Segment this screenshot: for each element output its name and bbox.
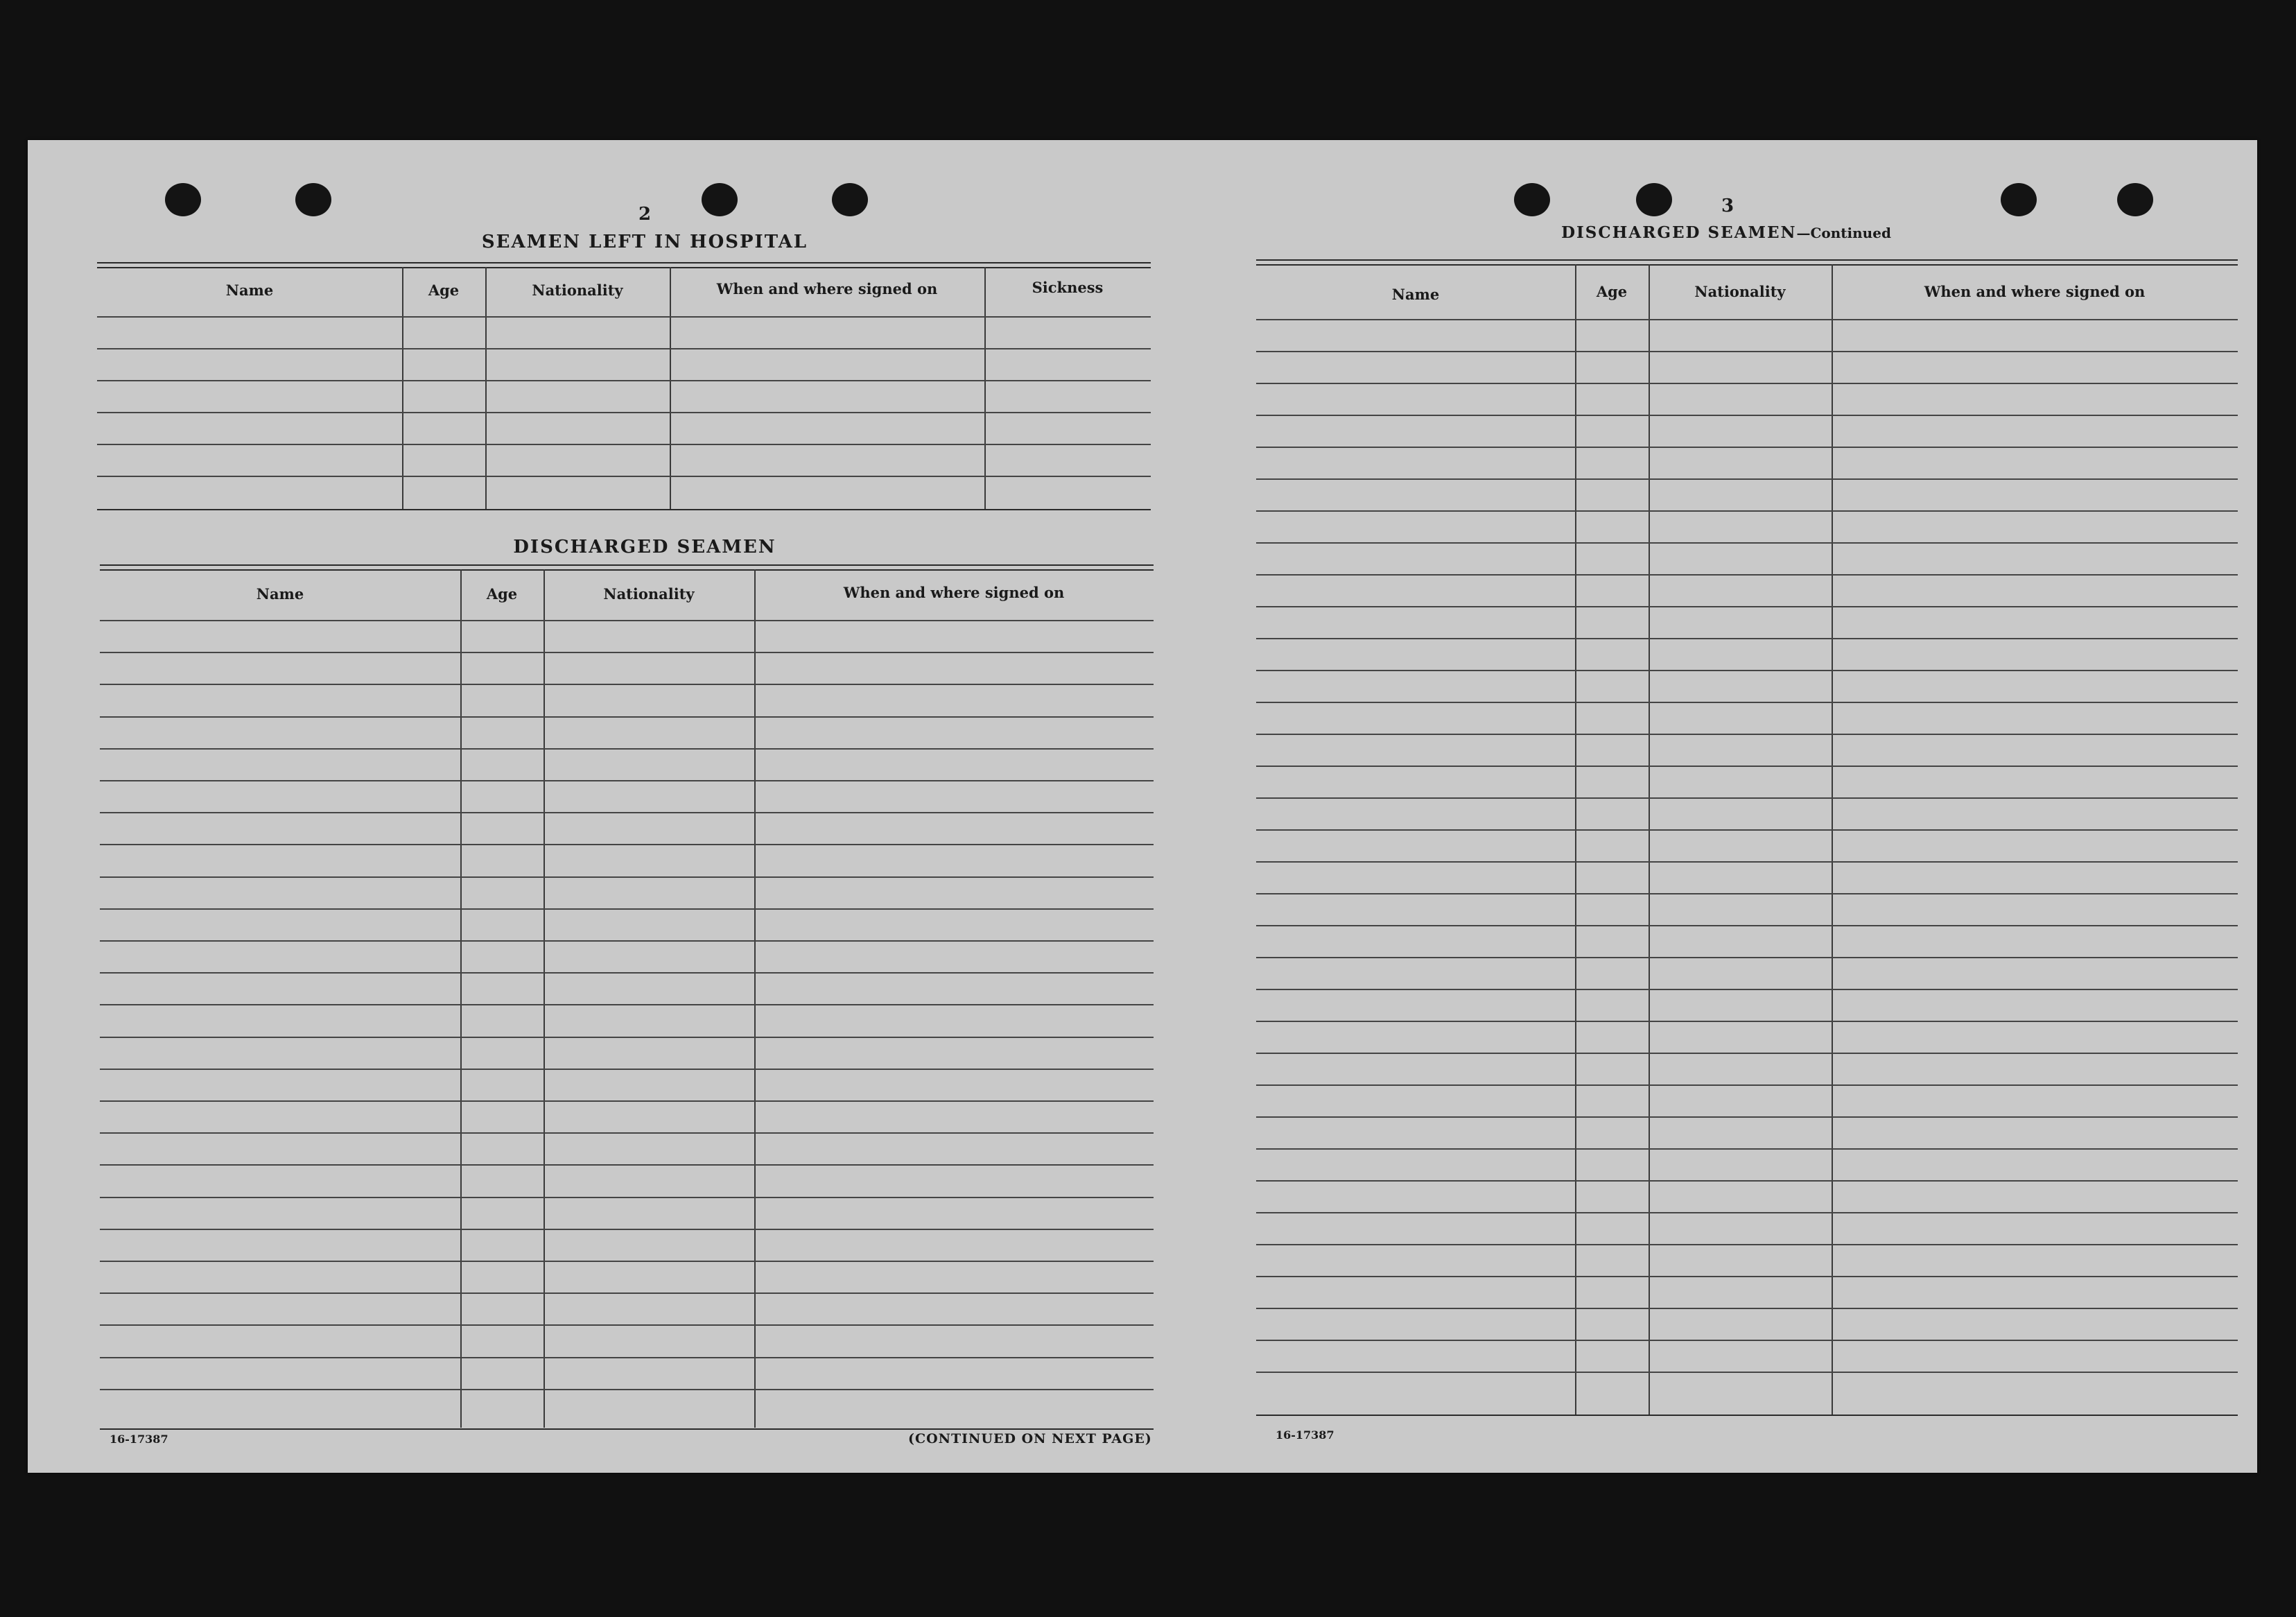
table-row — [1256, 415, 2238, 416]
table-row — [1256, 542, 2238, 544]
table-row — [1256, 478, 2238, 480]
table-row — [97, 380, 1151, 381]
col-head-sickness: Sickness — [1032, 279, 1104, 296]
table-row — [1256, 957, 2238, 958]
left-form-code: 16-17387 — [110, 1433, 168, 1446]
table-row — [97, 412, 1151, 413]
col-head-name: Name — [225, 282, 274, 299]
table-row — [1256, 574, 2238, 576]
col-head-age: Age — [486, 585, 518, 603]
table-row — [1256, 383, 2238, 384]
table-row — [1256, 702, 2238, 703]
form-sheet — [28, 140, 2257, 1473]
table-row — [100, 1357, 1154, 1358]
table-row — [100, 812, 1154, 813]
table-row — [1256, 1180, 2238, 1182]
col-head-nationality: Nationality — [532, 282, 623, 299]
punch-hole — [1514, 183, 1550, 216]
table-row — [100, 844, 1154, 845]
punch-hole — [702, 183, 738, 216]
table-row — [1256, 1308, 2238, 1309]
col-head-nationality: Nationality — [603, 585, 695, 603]
punch-hole — [1636, 183, 1672, 216]
table-row — [1256, 829, 2238, 831]
table-row — [97, 348, 1151, 349]
table-row — [100, 972, 1154, 974]
table-row — [100, 1292, 1154, 1294]
right-section-title — [1525, 223, 1927, 242]
table-row — [97, 476, 1151, 477]
table-row — [1256, 351, 2238, 352]
table-row — [100, 620, 1154, 621]
punch-hole — [165, 183, 201, 216]
left-page-number: 2 — [638, 204, 652, 225]
col-head-signed-on: When and where signed on — [843, 584, 1065, 601]
table-row — [1256, 1116, 2238, 1118]
col-head-age: Age — [1596, 283, 1628, 300]
table-row — [1256, 1244, 2238, 1245]
table-row — [1256, 1212, 2238, 1213]
hospital-table — [97, 262, 1151, 510]
table-row — [97, 444, 1151, 445]
punch-hole — [2001, 183, 2037, 216]
col-head-nationality: Nationality — [1694, 283, 1786, 300]
table-row — [1256, 1148, 2238, 1150]
table-row — [100, 1164, 1154, 1166]
table-row — [100, 1004, 1154, 1005]
table-row — [1256, 319, 2238, 320]
table-row — [1256, 989, 2238, 990]
table-row — [100, 780, 1154, 781]
table-row — [100, 716, 1154, 718]
table-row — [100, 1069, 1154, 1070]
col-head-signed-on: When and where signed on — [716, 280, 938, 297]
table-row — [1256, 925, 2238, 926]
punch-hole — [295, 183, 331, 216]
table-row — [100, 876, 1154, 878]
col-head-signed-on: When and where signed on — [1924, 283, 2146, 300]
table-row — [1256, 734, 2238, 735]
discharged-continued-table — [1256, 259, 2238, 1416]
table-row — [100, 652, 1154, 653]
right-form-code: 16-17387 — [1276, 1428, 1334, 1442]
table-row — [1256, 1276, 2238, 1277]
discharged-section-title: DISCHARGED SEAMEN — [513, 537, 776, 557]
table-row — [1256, 638, 2238, 639]
table-row — [1256, 670, 2238, 671]
table-row — [97, 316, 1151, 318]
col-head-age: Age — [428, 282, 460, 299]
table-row — [100, 1197, 1154, 1198]
table-row — [100, 1261, 1154, 1262]
col-head-name: Name — [1391, 286, 1440, 303]
punch-hole — [2117, 183, 2153, 216]
table-row — [1256, 1084, 2238, 1086]
table-row — [1256, 861, 2238, 863]
table-row — [100, 1229, 1154, 1230]
table-row — [100, 684, 1154, 685]
punch-hole — [832, 183, 868, 216]
table-row — [100, 748, 1154, 750]
table-row — [1256, 1340, 2238, 1341]
hospital-section-title: SEAMEN LEFT IN HOSPITAL — [481, 232, 808, 252]
table-row — [1256, 1372, 2238, 1373]
discharged-table — [100, 564, 1154, 1431]
right-page-number: 3 — [1721, 196, 1734, 216]
right-title-main: DISCHARGED SEAMEN — [1561, 223, 1797, 242]
table-row — [100, 1324, 1154, 1326]
table-row — [1256, 606, 2238, 607]
table-row — [100, 1132, 1154, 1134]
table-row — [100, 908, 1154, 910]
continued-note: (CONTINUED ON NEXT PAGE) — [908, 1431, 1152, 1446]
col-head-name: Name — [256, 585, 304, 603]
table-row — [1256, 893, 2238, 894]
table-row — [1256, 1021, 2238, 1022]
table-row — [100, 940, 1154, 942]
table-row — [1256, 510, 2238, 512]
table-row — [100, 1389, 1154, 1390]
table-row — [100, 1100, 1154, 1102]
table-row — [1256, 797, 2238, 799]
table-row — [100, 1037, 1154, 1038]
table-row — [1256, 766, 2238, 767]
right-title-suffix: —Continued — [1796, 225, 1891, 241]
table-row — [1256, 447, 2238, 448]
table-row — [1256, 1053, 2238, 1054]
